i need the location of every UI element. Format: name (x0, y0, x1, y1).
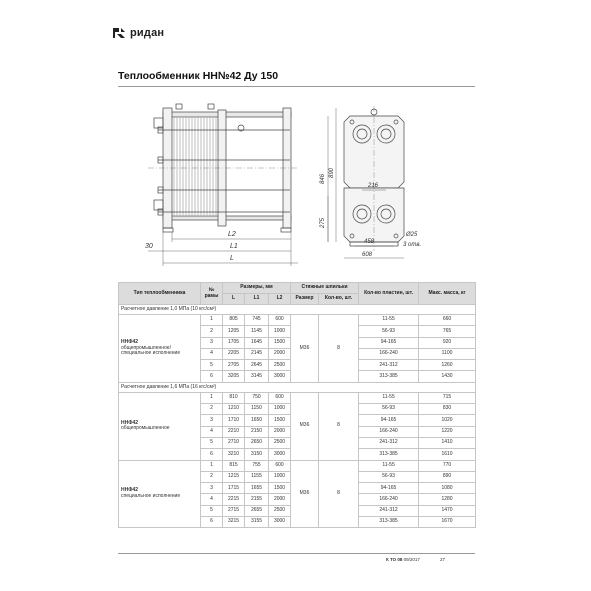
l-cell: 2715 (223, 505, 245, 516)
header-l: L (223, 294, 245, 305)
plates-cell: 166-240 (359, 426, 419, 437)
page-title: Теплообменник НН№42 Ду 150 (118, 70, 279, 82)
l-cell: 1210 (223, 404, 245, 415)
header-mass: Макс. масса, кг (419, 283, 476, 305)
header-sizes: Размеры, мм (223, 283, 291, 294)
plates-cell: 11-55 (359, 392, 419, 403)
l2-cell: 1500 (269, 483, 291, 494)
l-cell: 2210 (223, 426, 245, 437)
dim-l2: L2 (228, 231, 236, 238)
dim-608: 608 (362, 252, 373, 258)
frame-cell: 5 (201, 360, 223, 371)
type-cell (119, 392, 201, 460)
l-cell: 2205 (223, 348, 245, 359)
header-studs: Стяжные шпильки (291, 283, 359, 294)
section-note: Расчетное давление 1,6 МПа (16 кгс/см²) (119, 382, 476, 392)
footer-date: 09/2017 (403, 557, 420, 562)
mass-cell: 715 (419, 392, 476, 403)
side-view (148, 104, 298, 232)
l1-cell: 755 (245, 460, 269, 471)
l1-cell: 1150 (245, 404, 269, 415)
l2-cell: 1000 (269, 404, 291, 415)
mass-cell: 920 (419, 337, 476, 348)
dim-890: 890 (329, 167, 335, 178)
front-view (344, 106, 404, 251)
l-cell: 3205 (223, 371, 245, 382)
frame-cell: 2 (201, 326, 223, 337)
stud-count-cell: 8 (319, 392, 359, 460)
stud-count-cell: 8 (319, 460, 359, 528)
header-l1: L1 (245, 294, 269, 305)
spec-table (118, 282, 476, 528)
stud-size-cell: М36 (291, 315, 319, 383)
l2-cell: 600 (269, 392, 291, 403)
section-note-row (119, 382, 476, 392)
frame-cell: 1 (201, 315, 223, 326)
type-model: ННФ42 (121, 487, 139, 494)
dim-846: 846 (320, 173, 326, 184)
l1-cell: 2645 (245, 360, 269, 371)
l1-cell: 2145 (245, 348, 269, 359)
section-note: Расчетное давление 1,0 МПа (10 кгс/см²) (119, 305, 476, 315)
l2-cell: 1500 (269, 337, 291, 348)
footer-doc (386, 557, 420, 562)
mass-cell: 1610 (419, 449, 476, 460)
mass-cell: 1280 (419, 494, 476, 505)
plates-cell: 313-385 (359, 449, 419, 460)
footer-divider (118, 553, 475, 554)
l2-cell: 3000 (269, 371, 291, 382)
plates-cell: 313-385 (359, 371, 419, 382)
mass-cell: 770 (419, 460, 476, 471)
plates-cell: 56-93 (359, 404, 419, 415)
mass-cell: 890 (419, 471, 476, 482)
l1-cell: 1655 (245, 483, 269, 494)
l-cell: 2215 (223, 494, 245, 505)
stud-count-cell: 8 (319, 315, 359, 383)
plates-cell: 94-165 (359, 483, 419, 494)
mass-cell: 1020 (419, 415, 476, 426)
l1-cell: 750 (245, 392, 269, 403)
header-stud-count: Кол-во, шт. (319, 294, 359, 305)
mass-cell: 1670 (419, 517, 476, 528)
section-note-row (119, 305, 476, 315)
table-row (119, 315, 476, 326)
header-frame: № рамы (201, 283, 223, 305)
l-cell: 3215 (223, 517, 245, 528)
l-cell: 1715 (223, 483, 245, 494)
plates-cell: 11-55 (359, 460, 419, 471)
l2-cell: 600 (269, 460, 291, 471)
l-cell: 1205 (223, 326, 245, 337)
header-type: Тип теплообменника (119, 283, 201, 305)
ridan-logo-icon (112, 27, 126, 39)
plates-cell: 166-240 (359, 348, 419, 359)
l2-cell: 1500 (269, 415, 291, 426)
plates-cell: 11-55 (359, 315, 419, 326)
l-cell: 3210 (223, 449, 245, 460)
plates-cell: 241-312 (359, 437, 419, 448)
dim-l1: L1 (230, 243, 238, 250)
type-variant: общепромышленное (121, 425, 170, 432)
mass-cell: 1410 (419, 437, 476, 448)
dim-458: 458 (364, 239, 375, 245)
plates-cell: 241-312 (359, 360, 419, 371)
plates-cell: 241-312 (359, 505, 419, 516)
stud-size-cell: М36 (291, 392, 319, 460)
l2-cell: 2500 (269, 437, 291, 448)
page-number: 27 (440, 557, 446, 562)
frame-cell: 4 (201, 348, 223, 359)
frame-cell: 6 (201, 449, 223, 460)
plates-cell: 313-385 (359, 517, 419, 528)
l1-cell: 3145 (245, 371, 269, 382)
mass-cell: 1470 (419, 505, 476, 516)
plates-cell: 166-240 (359, 494, 419, 505)
plates-cell: 94-165 (359, 337, 419, 348)
title-divider (118, 86, 475, 87)
frame-cell: 6 (201, 371, 223, 382)
frame-cell: 2 (201, 404, 223, 415)
l-cell: 1705 (223, 337, 245, 348)
l1-cell: 3155 (245, 517, 269, 528)
header-l2: L2 (269, 294, 291, 305)
frame-cell: 3 (201, 415, 223, 426)
l-cell: 1215 (223, 471, 245, 482)
l1-cell: 2155 (245, 494, 269, 505)
footer-doc-code: К ТО 08 (386, 557, 403, 562)
dim-30: 30 (145, 243, 153, 250)
l1-cell: 3150 (245, 449, 269, 460)
type-cell (119, 315, 201, 383)
mass-cell: 830 (419, 404, 476, 415)
type-model: ННФ42 (121, 419, 139, 426)
l2-cell: 2000 (269, 348, 291, 359)
mass-cell: 1220 (419, 426, 476, 437)
table-row (119, 460, 476, 471)
l-cell: 2710 (223, 437, 245, 448)
plates-cell: 56-93 (359, 471, 419, 482)
mass-cell: 1080 (419, 483, 476, 494)
table-row (119, 392, 476, 403)
frame-cell: 4 (201, 494, 223, 505)
l2-cell: 1000 (269, 471, 291, 482)
type-model: ННФ42 (121, 339, 139, 346)
dim-holes: 3 отв. (403, 242, 422, 248)
l-cell: 1710 (223, 415, 245, 426)
l2-cell: 3000 (269, 449, 291, 460)
l2-cell: 2000 (269, 426, 291, 437)
dim-216: 216 (368, 183, 379, 189)
header-plates: Кол-во пластин, шт. (359, 283, 419, 305)
frame-cell: 6 (201, 517, 223, 528)
l1-cell: 1650 (245, 415, 269, 426)
l1-cell: 1155 (245, 471, 269, 482)
l2-cell: 3000 (269, 517, 291, 528)
plates-cell: 94-165 (359, 415, 419, 426)
header-stud-size: Размер (291, 294, 319, 305)
frame-cell: 1 (201, 392, 223, 403)
dim-275: 275 (320, 217, 326, 228)
l1-cell: 745 (245, 315, 269, 326)
l2-cell: 2000 (269, 494, 291, 505)
frame-cell: 4 (201, 426, 223, 437)
l1-cell: 1145 (245, 326, 269, 337)
l1-cell: 1645 (245, 337, 269, 348)
frame-cell: 3 (201, 337, 223, 348)
mass-cell: 1100 (419, 348, 476, 359)
frame-cell: 1 (201, 460, 223, 471)
l1-cell: 2650 (245, 437, 269, 448)
frame-cell: 5 (201, 505, 223, 516)
l2-cell: 2500 (269, 360, 291, 371)
technical-drawing (118, 96, 475, 274)
mass-cell: 660 (419, 315, 476, 326)
brand-logo (112, 27, 164, 39)
side-view-dimensions (148, 232, 298, 266)
stud-size-cell: М36 (291, 460, 319, 528)
mass-cell: 1430 (419, 371, 476, 382)
frame-cell: 3 (201, 483, 223, 494)
type-variant: специальное исполнение (121, 492, 181, 499)
l1-cell: 2655 (245, 505, 269, 516)
dim-phi25: Ø25 (406, 232, 418, 238)
mass-cell: 1260 (419, 360, 476, 371)
type-cell (119, 460, 201, 528)
l2-cell: 600 (269, 315, 291, 326)
brand-name: ридан (130, 27, 165, 39)
l2-cell: 1000 (269, 326, 291, 337)
plates-cell: 56-93 (359, 326, 419, 337)
frame-cell: 2 (201, 471, 223, 482)
dim-l: L (230, 255, 234, 262)
l-cell: 805 (223, 315, 245, 326)
l1-cell: 2150 (245, 426, 269, 437)
l-cell: 815 (223, 460, 245, 471)
l-cell: 2705 (223, 360, 245, 371)
l-cell: 810 (223, 392, 245, 403)
l2-cell: 2500 (269, 505, 291, 516)
mass-cell: 765 (419, 326, 476, 337)
frame-cell: 5 (201, 437, 223, 448)
type-variant: общепромышленное/ специальное исполнение (121, 344, 181, 357)
